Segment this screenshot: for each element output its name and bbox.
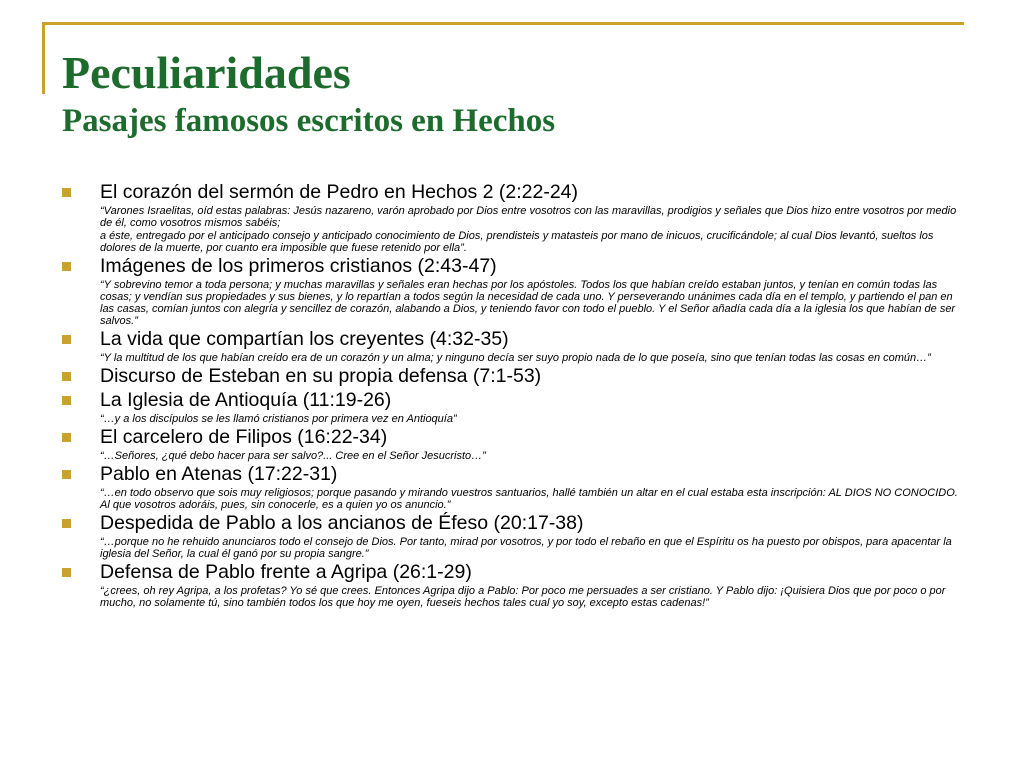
list-item	[62, 364, 962, 388]
top-accent-line	[42, 22, 964, 25]
list-item	[62, 327, 962, 364]
list-item	[62, 560, 962, 609]
item-quote: “…en todo observo que sois muy religiosos; porque pasando y mirando vuestros santuarios, hallé también un altar en el cual estaba esta inscripción: AL DIOS NO CONOCIDO. Al que vosotros adoráis, pues, sin conocerle, es a quien yo os anuncio.”	[100, 487, 958, 511]
item-heading: Despedida de Pablo a los ancianos de Éfeso (20:17-38)	[100, 512, 584, 534]
passage-list	[62, 180, 962, 609]
item-heading: La Iglesia de Antioquía (11:19-26)	[100, 389, 392, 411]
item-quote: “Y sobrevino temor a toda persona; y muchas maravillas y señales eran hechas por los apóstoles. Todos los que habían creído estaban juntos, y tenían en común todas las cosas; y vendían sus propiedades y sus bienes, y lo repartían a todos según la necesidad de cada uno. Y perseverando unánimes cada día en el templo, y partiendo el pan en las casas, comían juntos con alegría y sencillez de corazón, alabando a Dios, y teniendo favor con todo el pueblo. Y el Señor añadía cada día a la iglesia los que habían de ser salvos.”	[100, 279, 956, 327]
list-item	[62, 388, 962, 425]
list-item	[62, 180, 962, 254]
bullet-square-icon	[62, 262, 71, 271]
slide-title: Peculiaridades	[62, 47, 351, 98]
title-block	[62, 44, 1002, 140]
item-quote: “Varones Israelitas, oíd estas palabras: Jesús nazareno, varón aprobado por Dios entre vosotros con las maravillas, prodigios y señales que Dios hizo entre vosotros por medio de él, como vosotros mismos sabéis;	[100, 205, 957, 229]
slide-subtitle: Pasajes famosos escritos en Hechos	[62, 103, 556, 139]
bullet-square-icon	[62, 568, 71, 577]
item-quote: “Y la multitud de los que habían creído era de un corazón y un alma; y ninguno decía ser suyo propio nada de lo que poseía, sino que tenían todas las cosas en común…”	[100, 352, 931, 364]
item-heading: El corazón del sermón de Pedro en Hechos 2 (2:22-24)	[100, 181, 579, 203]
left-accent-line	[42, 22, 45, 94]
bullet-square-icon	[62, 396, 71, 405]
item-heading: El carcelero de Filipos (16:22-34)	[100, 426, 388, 448]
list-item	[62, 254, 962, 327]
bullet-square-icon	[62, 433, 71, 442]
list-item	[62, 511, 962, 560]
bullet-square-icon	[62, 470, 71, 479]
item-heading: La vida que compartían los creyentes (4:32-35)	[100, 328, 509, 350]
item-quote: “…y a los discípulos se les llamó cristianos por primera vez en Antioquía”	[100, 413, 457, 425]
item-heading: Pablo en Atenas (17:22-31)	[100, 463, 338, 485]
item-heading: Imágenes de los primeros cristianos (2:43-47)	[100, 255, 497, 277]
list-item	[62, 462, 962, 511]
item-quote: a éste, entregado por el anticipado consejo y anticipado conocimiento de Dios, prendisteis y matasteis por mano de inicuos, crucificándole; al cual Dios levantó, sueltos los dolores de la muerte, por cuanto era imposible que fuese retenido por ella”.	[100, 230, 934, 254]
item-quote: “¿crees, oh rey Agripa, a los profetas? Yo sé que crees. Entonces Agripa dijo a Pablo: Por poco me persuades a ser cristiano. Y Pablo dijo: ¡Quisiera Dios que por poco o por mucho, no solamente tú, sino también todos los que hoy me oyen, fueseis hechos tales cual yo soy, excepto estas cadenas!”	[100, 585, 946, 609]
list-item	[62, 425, 962, 462]
bullet-square-icon	[62, 372, 71, 381]
bullet-square-icon	[62, 335, 71, 344]
item-quote: “…porque no he rehuido anunciaros todo el consejo de Dios. Por tanto, mirad por vosotros, y por todo el rebaño en que el Espíritu os ha puesto por obispos, para apacentar la iglesia del Señor, la cual él ganó por su propia sangre.”	[100, 536, 952, 560]
item-heading: Discurso de Esteban en su propia defensa (7:1-53)	[100, 365, 542, 387]
bullet-square-icon	[62, 519, 71, 528]
item-quote: “…Señores, ¿qué debo hacer para ser salvo?... Cree en el Señor Jesucristo…”	[100, 450, 486, 462]
item-heading: Defensa de Pablo frente a Agripa (26:1-29)	[100, 561, 472, 583]
bullet-square-icon	[62, 188, 71, 197]
